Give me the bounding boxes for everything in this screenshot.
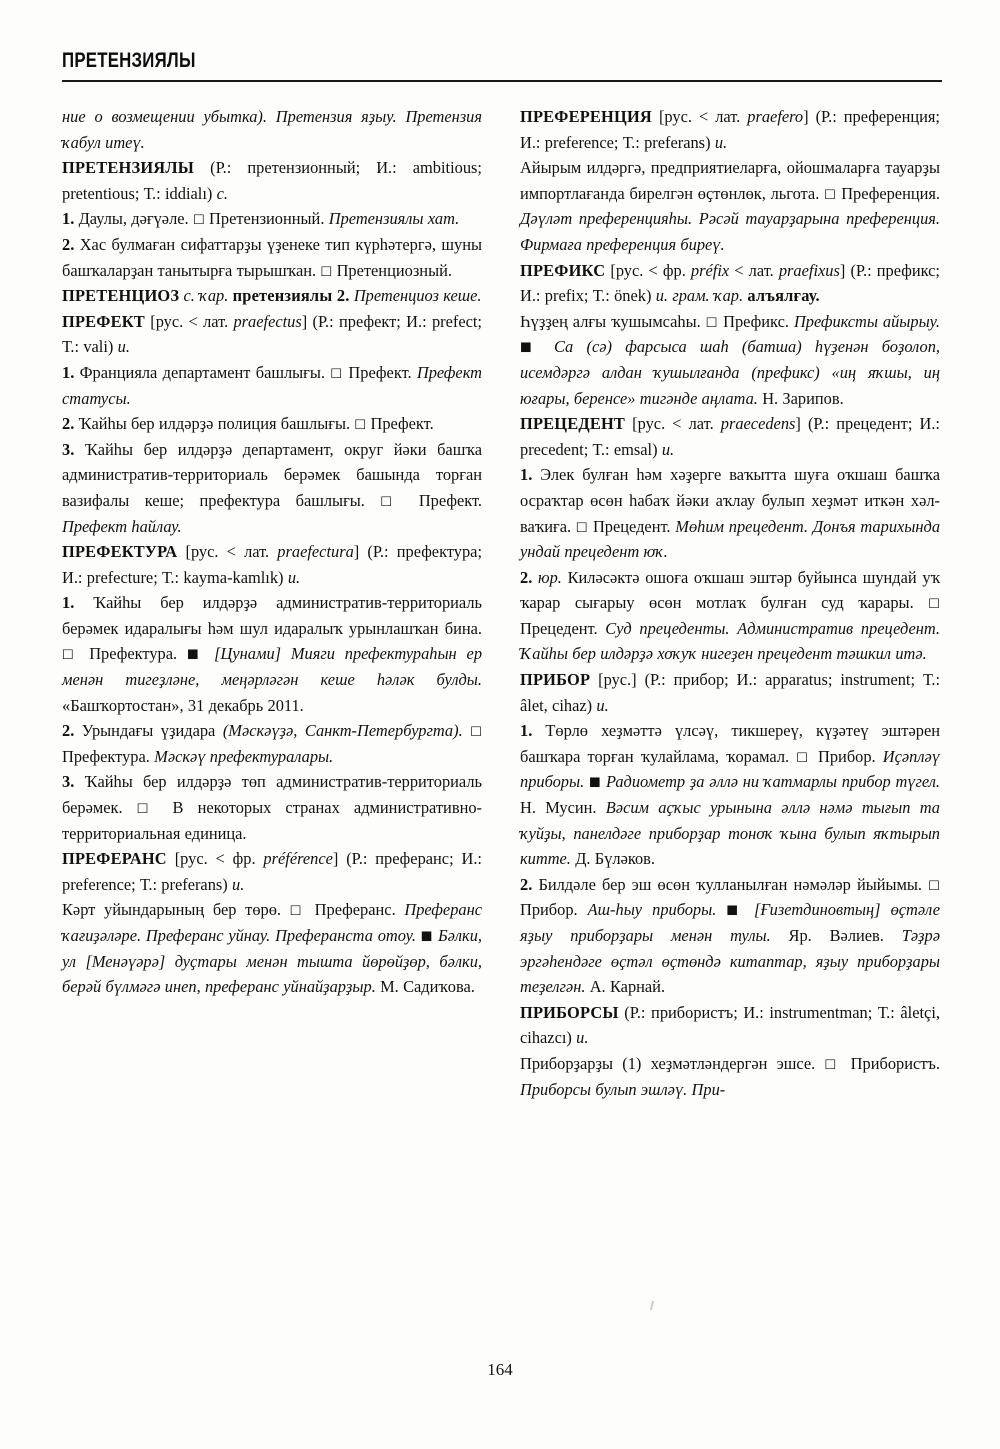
citation-source-2: Д. Бүләков. <box>575 849 656 869</box>
sense-number: 2. <box>520 874 533 894</box>
headword: ПРИБОР <box>520 670 591 690</box>
headword-gloss: ] (Р.: префект; И.: prefect; Т.: vali) <box>62 311 482 357</box>
entry-pretentsioz <box>62 283 482 309</box>
russian-equivalent: Преференция. <box>836 183 941 203</box>
filled-square-icon: ■ <box>186 645 205 661</box>
right-column <box>520 104 940 1329</box>
headword: ПРЕФЕКТУРА <box>62 542 178 562</box>
sense-priborsy-body <box>520 1051 940 1102</box>
open-square-icon: □ <box>824 185 837 201</box>
example-phrase: Мөһим прецедент. Донъя тарихында ундай прецедент юҡ. <box>520 516 941 562</box>
sense-number: 1. <box>520 465 533 485</box>
etymology-mid: < лат. <box>729 260 779 280</box>
sense-pretsedent-2 <box>520 565 940 667</box>
column-container <box>62 104 940 1329</box>
example-phrase: Иҫәпләү приборы. <box>520 746 940 792</box>
cross-reference: алъялғау. <box>747 286 820 306</box>
sense-text: Һүҙҙең алғы ҡушымсаһы. <box>520 311 706 331</box>
example-phrase: Аш-һыу приборы. <box>587 900 727 920</box>
entry-prefiks <box>520 258 940 309</box>
russian-equivalent: Префект. <box>403 490 483 510</box>
etymology-open: [рус. < лат. <box>625 414 721 434</box>
etymology-open: [рус. < лат. <box>177 542 278 562</box>
entry-preferentsiya <box>520 104 940 155</box>
open-square-icon: □ <box>289 901 306 917</box>
entry-pretsedent <box>520 411 940 462</box>
open-square-icon: □ <box>470 722 482 738</box>
example-phrase: Мәскәү префектуралары. <box>154 746 334 766</box>
sense-pretsedent-1 <box>520 462 940 564</box>
example-phrase: Претенциоз кеше. <box>349 286 482 306</box>
sense-text: Айырым илдәргә, предприятиеларға, ойошмаларға тауарҙы импортлағанда бирелгән өҫтөнлөк, льгота. <box>520 158 940 203</box>
example-phrase: Претензиялы хат. <box>328 209 460 229</box>
headword-gloss: ] (Р.: преферанс; И.: preference; Т.: preferans) <box>62 849 482 894</box>
part-of-speech: и. <box>576 1028 589 1048</box>
etymology-source: préfix <box>690 260 730 280</box>
sense-number: 1. <box>62 209 75 229</box>
example-phrase: Префиксты айырыу. <box>793 311 941 331</box>
part-of-speech: и. <box>655 286 669 306</box>
open-square-icon: □ <box>330 364 344 380</box>
sense-text: Ҡайһы бер илдәрҙә полиция башлығы. <box>74 414 355 434</box>
etymology-source: praecedens <box>720 414 796 434</box>
russian-equivalent: Прецедент. <box>520 618 606 638</box>
russian-equivalent: Префект. <box>343 362 417 382</box>
running-head <box>62 50 942 82</box>
headword: ПРЕФИКС <box>520 260 606 280</box>
sense-number: 2. <box>62 721 75 741</box>
sense-number: 2. <box>520 567 533 587</box>
sense-text: Элек булған һәм хәҙерге ваҡытта шуға оҡшаш башҡа осраҡтар өсөн һабаҡ йәки аҡлау булып хеҙмәт иткән хәл-ваҡиға. <box>520 465 940 536</box>
russian-equivalent: Префект. <box>366 414 434 434</box>
filled-square-icon: ■ <box>588 773 602 789</box>
etymology-open: [рус. < лат. <box>144 311 234 331</box>
open-square-icon: □ <box>192 210 205 226</box>
open-square-icon: □ <box>354 415 367 431</box>
etymology-open: [рус. < фр. <box>166 849 264 869</box>
sense-prefiks-body <box>520 309 940 411</box>
headword-gloss: ] (Р.: преференция; И.: preference; Т.: preferans) <box>520 107 940 152</box>
etymology-source: praefero <box>747 107 804 126</box>
russian-equivalent: Прецедент. <box>588 516 676 536</box>
sense-text: Францияла департамент башлығы. <box>74 362 331 382</box>
example-phrase: Приборсы булып эшләү. При- <box>520 1079 726 1099</box>
russian-equivalent: Прибор. <box>520 900 588 920</box>
sense-prefekt-3 <box>62 437 482 539</box>
open-square-icon: □ <box>705 313 719 329</box>
sense-prefekt-1 <box>62 360 482 411</box>
headword: ПРИБОРСЫ <box>520 1002 619 1022</box>
headword: ПРЕФЕРАНС <box>62 849 167 869</box>
russian-equivalent: Прибор. <box>810 746 883 766</box>
sense-number: 1. <box>62 593 75 613</box>
russian-equivalent: Префектура. <box>62 746 155 766</box>
part-of-speech: и. <box>117 337 130 357</box>
etymology-source: praefectura <box>277 542 354 562</box>
sense-text: Хас булмаған сифаттарҙы үҙенеке тип күрһәтергә, шуны башҡаларҙан танытырға тырышҡан. <box>62 234 482 280</box>
grammar-label: грам. ҡар. <box>668 286 748 306</box>
part-of-speech: и. <box>596 695 609 715</box>
sense-preferentsiya-body <box>520 155 940 257</box>
headword: ПРЕТЕНЦИОЗ <box>62 286 180 306</box>
sense-text: Ҡайһы бер илдәрҙә департамент, округ йәки башҡа административ-территориаль берәмек башында торған вазифалы кеше; префектура башлығы. <box>62 439 482 510</box>
citation-text: Бәлки, ул [Менәүәрә] дуҫтары менән тышта йөрөйҙөр, бәлки, берәй бүлмәгә инеп, преферанс уйнайҙарҙыр. <box>62 926 483 997</box>
headword-gloss: ] (Р.: префектура; И.: prefecture; Т.: kayma-kamlık) <box>62 542 483 587</box>
headword-gloss: ] (Р.: префикс; И.: prefix; Т.: önek) <box>520 260 940 306</box>
filled-square-icon: ■ <box>726 901 744 917</box>
sense-pretenziyaly-1 <box>62 206 482 232</box>
russian-equivalent: Преферанс. <box>305 900 405 920</box>
sense-number: 2. <box>62 234 75 254</box>
part-of-speech: и. <box>287 567 301 587</box>
sense-pribor-1 <box>520 718 940 872</box>
grammar-label: с. ҡар. <box>179 286 233 306</box>
russian-equivalent: Претензионный. <box>204 209 329 229</box>
etymology-source-2: praefixus <box>778 260 840 280</box>
headword-gloss: (Р.: претензионный; И.: ambitious; pretentious; Т.: iddialı) <box>62 158 482 203</box>
citation-text-2: Вәсим аҫҡыс урынына әллә нәмә тығып та ҡуйҙы, панелдәге приборҙар тоноҡ ҡына булып яҡтырып китте. <box>520 798 940 869</box>
citation-text: Радиометр ҙа әллә ни ҡатмарлы прибор түгел. <box>601 772 941 792</box>
headword-gloss: ] (Р.: прецедент; И.: precedent; Т.: emsal) <box>520 414 940 459</box>
sense-text: Кәрт уйындарының бер төрө. <box>62 900 290 920</box>
headword: ПРЕТЕНЗИЯЛЫ <box>62 158 195 178</box>
citation-text-2: Тәҙрә эргәһендәге өҫтәл өҫтөндә китаптар, яҙыу приборҙары теҙелгән. <box>520 926 940 997</box>
etymology-source: préférence <box>263 849 333 869</box>
entry-pretenziyaly <box>62 155 482 206</box>
entry-prefektura <box>62 539 482 590</box>
sense-prefektura-2 <box>62 718 482 769</box>
citation-source: М. Садиҡова. <box>380 977 475 997</box>
etymology-open: [рус. < лат. <box>651 107 748 126</box>
left-column <box>62 104 482 1329</box>
filled-square-icon: ■ <box>520 338 541 354</box>
running-head-title: ПРЕТЕНЗИЯЛЫ <box>62 49 196 72</box>
headword-gloss: (Р.: прибористъ; И.: instrumentman; Т.: âletçi, cihazcı) <box>520 1002 940 1048</box>
entry-continuation-text: ние о возмещении убытка). Претензия яҙыу. Претензия ҡабул итеү. <box>62 107 482 152</box>
entry-pribor <box>520 667 940 718</box>
sense-text: Төрлө хеҙмәттә үлсәү, тикшереү, күҙәтеү эштәрен башҡара торған ҡулайлама, ҡорамал. <box>520 721 940 766</box>
cross-reference: претензиялы 2. <box>232 286 350 306</box>
russian-equivalent: Прибористъ. <box>841 1053 940 1073</box>
sense-number: 3. <box>62 772 75 792</box>
sense-prefekt-2 <box>62 411 482 437</box>
headword-gloss: (Р.: прибор; И.: apparatus; instrument; Т.: âlet, cihaz) <box>520 670 941 715</box>
open-square-icon: □ <box>380 492 404 508</box>
sense-preferans-body <box>62 897 482 999</box>
sense-text: Урындағы үҙидара <box>74 721 223 741</box>
citation-source: Н. Мусин. <box>520 798 597 818</box>
part-of-speech: с. <box>216 183 229 203</box>
entry-priborsy <box>520 1000 940 1051</box>
sense-pretenziyaly-2 <box>62 232 482 283</box>
open-square-icon: □ <box>62 645 80 661</box>
citation-text: Са (сә) фарсыса шаһ (батша) һүҙенән боҙолоп, исемдәргә алдан ҡушылғанда (префикс) «иң яҡшы, иң юғары, беренсе» тигәнде аңлата. <box>520 337 940 408</box>
example-phrase: Префект статусы. <box>62 362 482 408</box>
part-of-speech: и. <box>661 439 675 459</box>
etymology-open: [рус.] <box>590 670 645 690</box>
sense-number: 3. <box>62 439 75 459</box>
sense-number: 2. <box>62 414 75 434</box>
entry-preferans <box>62 846 482 897</box>
header-divider <box>62 80 942 82</box>
sense-text: Киләсәктә ошоға оҡшаш эштәр буйынса шундай уҡ ҡарар сығарыу өсөн мотлаҡ булған суд ҡарары. <box>520 567 940 613</box>
citation-source: Яр. Вәлиев. <box>788 926 884 945</box>
sense-number: 1. <box>62 362 75 382</box>
open-square-icon: □ <box>796 748 811 764</box>
open-square-icon: □ <box>928 594 940 610</box>
sense-text: Даулы, дәғүәле. <box>74 209 193 229</box>
sense-text: Ҡайһы бер илдәрҙә төп административ-территориаль берәмек. <box>62 772 482 818</box>
page-number: 164 <box>487 1360 513 1379</box>
example-phrase: Суд прецеденты. Административ прецедент. Ҡайһы бер илдәрҙә хоҡуҡ нигеҙен прецедент тәшкил итә. <box>520 618 940 664</box>
entry-continuation <box>62 104 482 155</box>
example-phrase: Дәүләт преференцияһы. Рәсәй тауарҙарына преференция. Фирмаға преференция биреү. <box>520 209 940 254</box>
headword: ПРЕФЕРЕНЦИЯ <box>520 107 652 126</box>
sense-text: Ҡайһы бер илдәрҙә административ-территориаль берәмек идаралығы һәм шул идаралыҡ урынлашҡан бина. <box>62 593 482 638</box>
open-square-icon: □ <box>575 518 589 533</box>
domain-label: юр. <box>532 567 568 587</box>
part-of-speech: и. <box>232 874 245 894</box>
citation-text: [Ғизетдиновтың] өҫтәле яҙыу приборҙары менән тулы. <box>520 900 940 945</box>
citation-source: Н. Зарипов. <box>762 388 844 408</box>
etymology-open: [рус. < фр. <box>605 260 691 280</box>
sense-number: 1. <box>520 721 533 741</box>
headword: ПРЕФЕКТ <box>62 311 145 331</box>
russian-equivalent: Префектура. <box>79 644 187 664</box>
russian-equivalent: Префикс. <box>718 311 794 331</box>
russian-equivalent: В некоторых странах административно-территориальная единица. <box>62 798 482 843</box>
russian-equivalent: Претенциозный. <box>332 260 452 280</box>
sense-text: Приборҙарҙы (1) хеҙмәтләндергән эшсе. <box>520 1053 825 1073</box>
open-square-icon: □ <box>320 262 333 278</box>
example-phrase: Преферанс ҡағиҙәләре. Преферанс уйнау. Преферанста отоу. <box>62 900 482 945</box>
open-square-icon: □ <box>136 799 159 815</box>
sense-pribor-2 <box>520 872 940 1000</box>
filled-square-icon: ■ <box>420 927 434 943</box>
entry-prefekt <box>62 309 482 360</box>
etymology-source: praefectus <box>233 311 302 331</box>
open-square-icon: □ <box>824 1055 842 1071</box>
sense-prefektura-1 <box>62 590 482 718</box>
citation-source: «Башҡортостан», 31 декабрь 2011. <box>62 695 304 715</box>
sense-text: Билдәле бер эш өсөн ҡулланылған нәмәләр йыйымы. <box>532 874 929 894</box>
part-of-speech: и. <box>714 132 728 152</box>
citation-source-2: А. Карнай. <box>589 977 666 997</box>
example-phrase: Префект һайлау. <box>62 516 182 536</box>
open-square-icon: □ <box>928 876 940 892</box>
citation-text: [Цунами] Мияги префектураһын ер менән тигеҙләне, меңәрләгән кеше һәләк булды. <box>62 644 483 690</box>
headword: ПРЕЦЕДЕНТ <box>520 414 626 434</box>
sense-prefektura-3 <box>62 769 482 846</box>
example-parenthetical: (Мәскәүҙә, Санкт-Петербургта). <box>222 721 471 741</box>
